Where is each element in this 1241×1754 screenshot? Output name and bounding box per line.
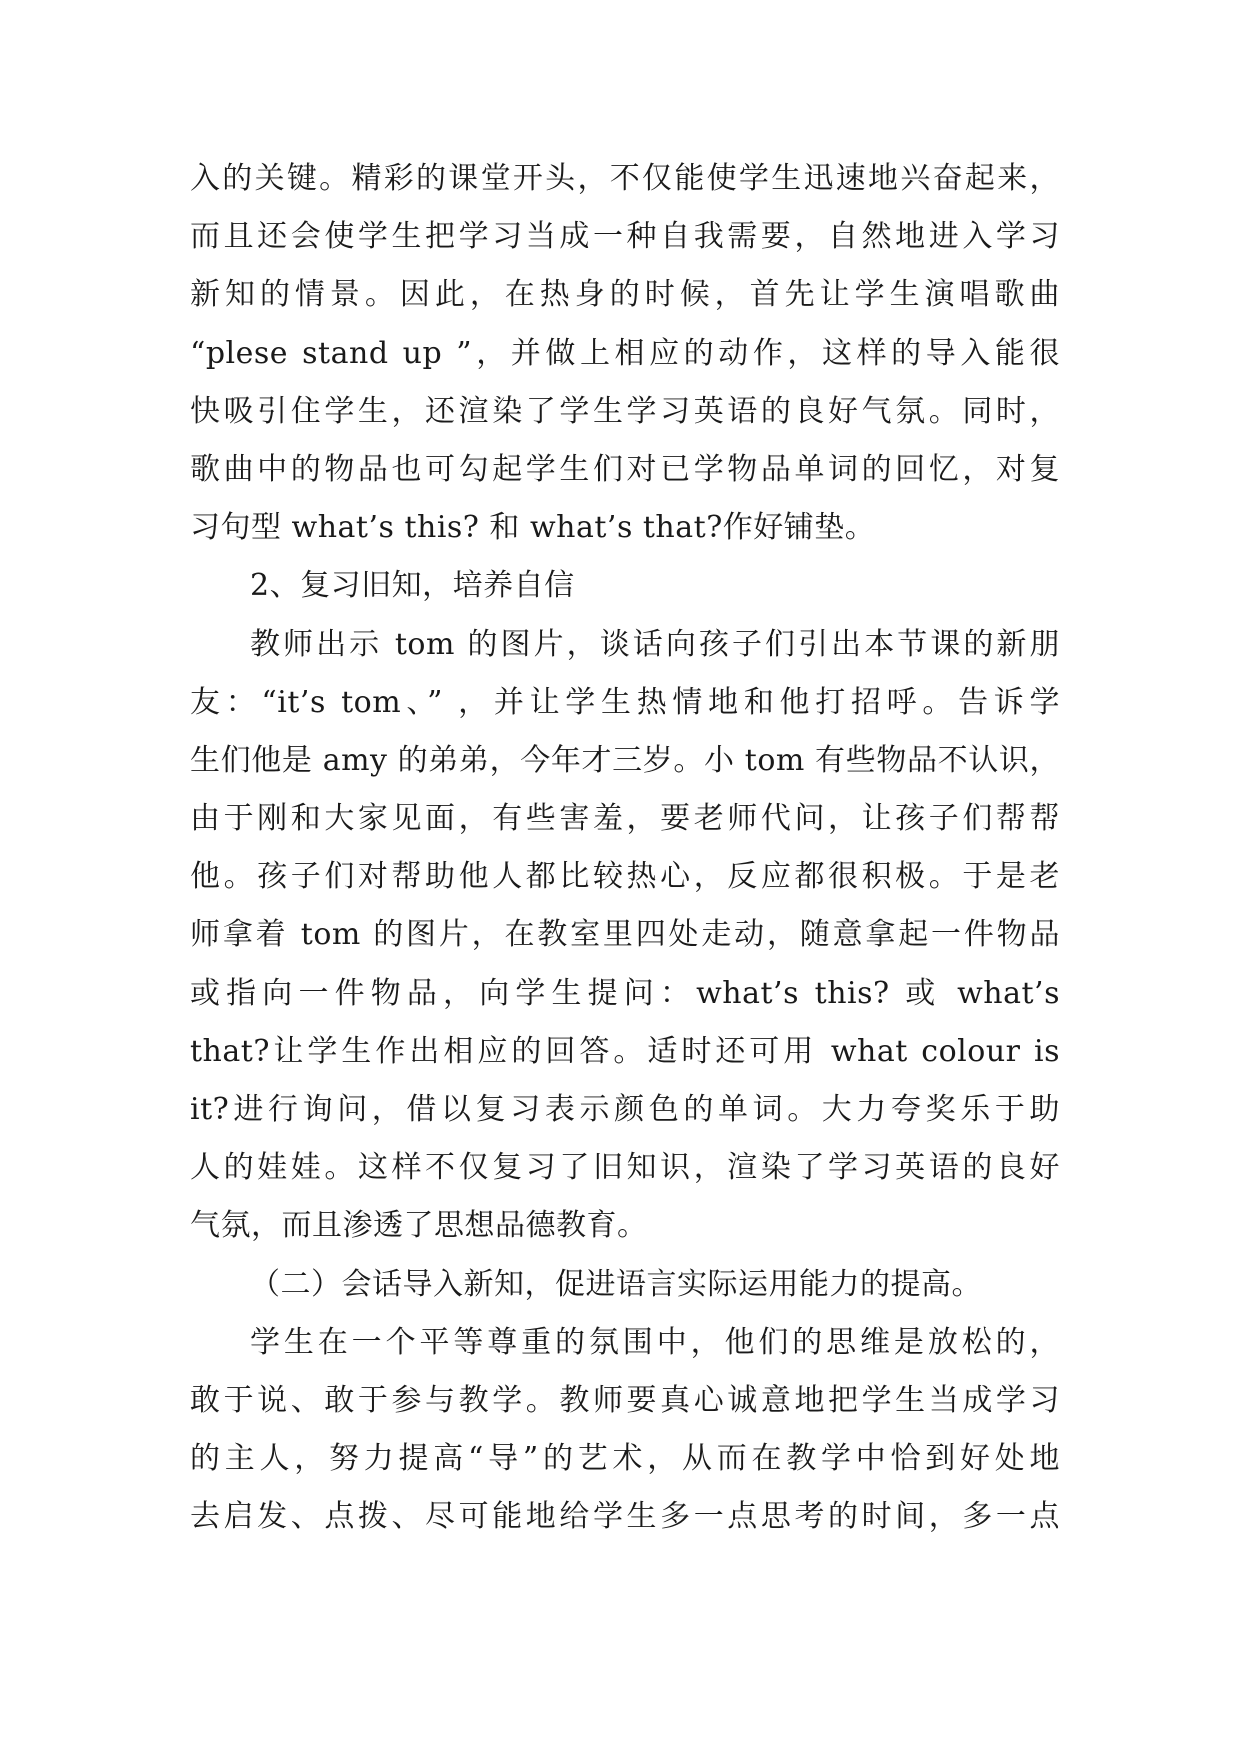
text-line: 人的娃娃。这样不仅复习了旧知识，渲染了学习英语的良好 (190, 1150, 1060, 1186)
text-line: 师拿着 tom 的图片，在教室里四处走动，随意拿起一件物品 (190, 917, 1060, 953)
text-line: 学生在一个平等尊重的氛围中，他们的思维是放松的， (250, 1324, 1060, 1360)
text-line: 去启发、点拨、尽可能地给学生多一点思考的时间，多一点 (190, 1499, 1060, 1535)
text-line: 快吸引住学生，还渲染了学生学习英语的良好气氛。同时， (190, 393, 1060, 429)
text-line: 新知的情景。因此，在热身的时候，首先让学生演唱歌曲 (190, 277, 1060, 313)
text-line: 2、复习旧知，培养自信 (250, 568, 575, 604)
text-line: that?让学生作出相应的回答。适时还可用 what colour is (190, 1033, 1060, 1069)
text-line: 友：“it’s tom、” ，并让学生热情地和他打招呼。告诉学 (190, 684, 1060, 720)
text-line: 生们他是 amy 的弟弟，今年才三岁。小 tom 有些物品不认识， (190, 742, 1060, 778)
text-line: 习句型 what’s this? 和 what’s that?作好铺垫。 (190, 510, 876, 546)
text-line: 敢于说、敢于参与教学。教师要真心诚意地把学生当成学习 (190, 1382, 1060, 1418)
text-line: 而且还会使学生把学习当成一种自我需要，自然地进入学习 (190, 219, 1060, 255)
text-line: it?进行询问，借以复习表示颜色的单词。大力夸奖乐于助 (190, 1092, 1060, 1127)
text-line: 歌曲中的物品也可勾起学生们对已学物品单词的回忆，对复 (190, 451, 1060, 487)
text-line: “plese stand up ”，并做上相应的动作，这样的导入能很 (190, 335, 1060, 371)
text-line: 由于刚和大家见面，有些害羞，要老师代问，让孩子们帮帮 (190, 801, 1060, 837)
text-line: 的主人，努力提高“导”的艺术，从而在教学中恰到好处地 (190, 1441, 1060, 1477)
text-line: 或指向一件物品，向学生提问：what’s this? 或 what’s (190, 975, 1060, 1011)
document-body (190, 150, 1060, 1547)
text-line: 气氛，而且渗透了思想品德教育。 (190, 1208, 648, 1244)
text-line: 教师出示 tom 的图片，谈话向孩子们引出本节课的新朋 (250, 626, 1060, 662)
text-line: （二）会话导入新知，促进语言实际运用能力的提高。 (250, 1266, 982, 1302)
text-line: 入的关键。精彩的课堂开头，不仅能使学生迅速地兴奋起来， (190, 161, 1060, 196)
text-line: 他。孩子们对帮助他人都比较热心，反应都很积极。于是老 (190, 859, 1060, 895)
